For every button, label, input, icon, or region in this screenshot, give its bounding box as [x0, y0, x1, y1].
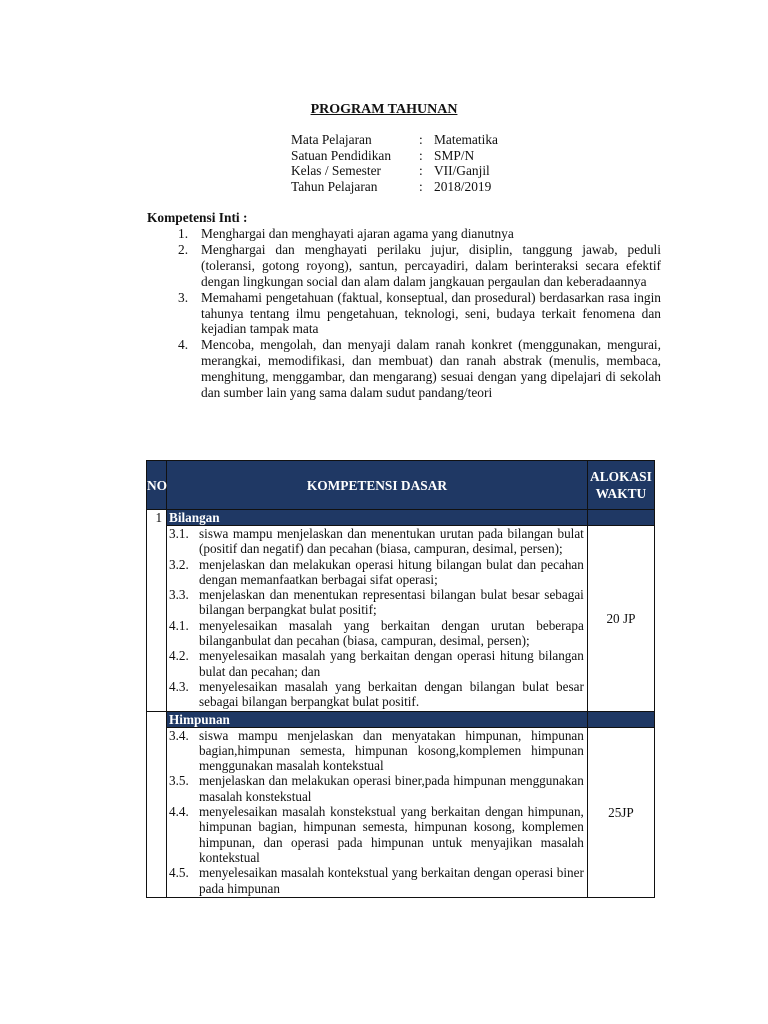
- competency-code: 3.1.: [169, 526, 189, 541]
- meta-colon: :: [419, 178, 423, 194]
- item-text: Memahami pengetahuan (faktual, konseptual, dan prosedural) berdasarkan rasa ingin tahunya tentang ilmu pengetahuan, teknologi, seni, budaya terkait fenomena dan kejadian tampak mata: [201, 289, 661, 337]
- competency-list: [167, 728, 587, 897]
- item-text: Menghargai dan menghayati ajaran agama yang dianutnya: [201, 226, 514, 241]
- header-no: NO: [147, 461, 167, 510]
- competency-code: 3.2.: [169, 556, 189, 572]
- competency-text: menjelaskan dan melakukan operasi biner,pada himpunan menggunakan masalah konstekstual: [199, 773, 584, 804]
- item-number: 3.: [178, 289, 189, 305]
- competency-text: menjelaskan dan melakukan operasi hitung bilangan bulat dan pecahan dengan memanfaatkan berbagai sifat operasi;: [199, 556, 584, 587]
- meta-row-class-semester: [291, 163, 498, 179]
- competency-code: 4.3.: [169, 678, 189, 694]
- group-number: [147, 711, 167, 897]
- competency-cell: [167, 727, 588, 897]
- item-text: Mencoba, mengolah, dan menyaji dalam ranah konkret (menggunakan, mengurai, merangkai, memodifikasi, dan membuat) dan ranah abstrak (menulis, membaca, menghitung, menggambar, dan mengarang) sesuai dengan yang dipelajari di sekolah dan sumber lain yang sama dalam sudut pandang/teori: [201, 337, 661, 401]
- list-item: [169, 773, 584, 804]
- competency-list: [167, 526, 587, 711]
- meta-value: 2018/2019: [434, 178, 492, 194]
- list-item: [169, 557, 584, 588]
- list-item: [169, 728, 584, 774]
- competency-text: menyelesaikan masalah yang berkaitan dengan operasi hitung bilangan bulat dan pecahan; dan: [199, 648, 584, 679]
- header-time-allocation: ALOKASI WAKTU: [587, 461, 654, 510]
- meta-value: Matematika: [434, 132, 498, 147]
- core-competency-list: [178, 226, 661, 401]
- meta-colon: :: [419, 163, 423, 178]
- meta-label: Satuan Pendidikan: [291, 147, 392, 163]
- competency-text: menyelesaikan masalah kontekstual yang berkaitan dengan operasi biner pada himpunan: [199, 865, 584, 896]
- competency-text: menyelesaikan masalah yang berkaitan dengan bilangan bulat besar sebagai bilangan berpangkat bulat positif.: [199, 678, 584, 710]
- document-title: PROGRAM TAHUNAN: [310, 102, 458, 117]
- competency-code: 4.5.: [169, 865, 189, 881]
- item-number: 2.: [178, 241, 189, 257]
- competency-code: 3.5.: [169, 773, 189, 789]
- competency-text: menyelesaikan masalah yang berkaitan dengan urutan beberapa bilanganbulat dan pecahan (biasa, campuran, desimal, persen);: [199, 617, 584, 649]
- list-item: [169, 679, 584, 710]
- meta-colon: :: [419, 147, 423, 163]
- time-allocation: 25JP: [587, 727, 654, 897]
- group-fill: [587, 510, 654, 526]
- competency-text: siswa mampu menjelaskan dan menyatakan himpunan, himpunan bagian,himpunan semesta, himpunan kosong,komplemen himpunan menggunakan masalah kontekstual: [199, 727, 584, 774]
- identity-block: [291, 132, 498, 194]
- meta-label: Kelas / Semester: [291, 163, 381, 178]
- group-row-bilangan: [147, 510, 655, 526]
- meta-row-academic-year: [291, 179, 498, 195]
- meta-value: SMP/N: [434, 147, 475, 163]
- list-item: [169, 865, 584, 896]
- group-row-himpunan: [147, 711, 655, 727]
- competency-code: 4.1.: [169, 617, 189, 633]
- group-fill: [587, 711, 654, 727]
- competency-text: menyelesaikan masalah konstekstual yang berkaitan dengan himpunan, himpunan bagian, himpunan semesta, himpunan kosong, komplemen himpunan, dan operasi pada himpunan untuk menyajikan masalah kontekstual: [199, 804, 584, 865]
- meta-row-subject: [291, 132, 498, 148]
- list-item: [169, 618, 584, 649]
- core-competency-item: [178, 290, 661, 338]
- group-name: Bilangan: [167, 510, 588, 526]
- competency-text: menjelaskan dan menentukan representasi bilangan bulat besar sebagai bilangan berpangkat bulat positif;: [199, 587, 584, 618]
- core-competency-item: [178, 226, 661, 242]
- list-item: [169, 648, 584, 679]
- time-allocation: 20 JP: [587, 526, 654, 712]
- item-text: Menghargai dan menghayati perilaku jujur, disiplin, tanggung jawab, peduli (toleransi, gotong royong), santun, percayadiri, dalam berinteraksi secara efektif dengan lingkungan social dan alam dalam jangkauan pergaulan dan keberadaannya: [201, 241, 661, 289]
- item-number: 4.: [178, 337, 189, 353]
- core-competency-item: [178, 242, 661, 290]
- meta-label: Mata Pelajaran: [291, 132, 372, 147]
- competency-code: 4.2.: [169, 648, 189, 664]
- group-name: Himpunan: [167, 711, 588, 727]
- competency-text: siswa mampu menjelaskan dan menentukan urutan pada bilangan bulat (positif dan negatif) dan pecahan (biasa, campuran, desimal, persen);: [199, 526, 584, 557]
- meta-value: VII/Ganjil: [434, 163, 490, 178]
- item-number: 1.: [178, 226, 189, 241]
- core-competency-heading: Kompetensi Inti :: [147, 210, 248, 225]
- table-header-row: [147, 461, 655, 510]
- basic-competency-table: [146, 460, 655, 898]
- core-competency-item: [178, 337, 661, 401]
- competency-code: 3.3.: [169, 587, 189, 603]
- table-row: [147, 526, 655, 712]
- competency-code: 3.4.: [169, 727, 189, 743]
- list-item: [169, 526, 584, 557]
- table-row: [147, 727, 655, 897]
- meta-colon: :: [419, 132, 423, 147]
- competency-cell: [167, 526, 588, 712]
- list-item: [169, 587, 584, 618]
- competency-code: 4.4.: [169, 804, 189, 820]
- group-number: 1: [147, 510, 167, 712]
- meta-row-school-unit: [291, 148, 498, 164]
- header-basic-competency: KOMPETENSI DASAR: [167, 461, 588, 510]
- list-item: [169, 804, 584, 865]
- meta-label: Tahun Pelajaran: [291, 178, 378, 194]
